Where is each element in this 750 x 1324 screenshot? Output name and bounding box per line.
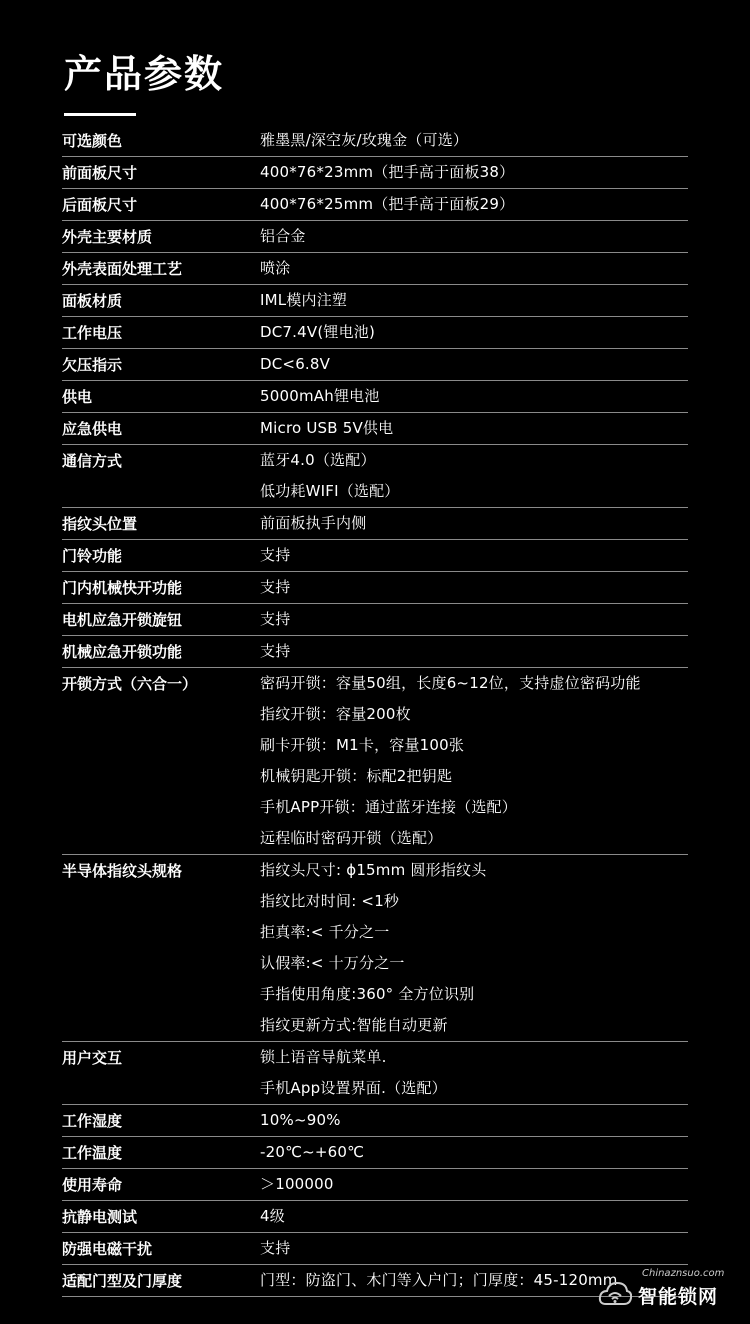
spec-label: 前面板尺寸 [62, 164, 138, 182]
title-underline [64, 113, 136, 116]
spec-row [62, 381, 688, 413]
spec-row [62, 604, 688, 636]
spec-row [62, 125, 688, 157]
spec-value: 远程临时密码开锁（选配） [260, 829, 443, 847]
spec-row [62, 445, 688, 508]
spec-row [62, 508, 688, 540]
spec-value: 前面板执手内侧 [260, 514, 367, 532]
spec-value: 密码开锁：容量50组，长度6~12位，支持虚位密码功能 [260, 674, 641, 692]
spec-value: 拒真率:< 千分之一 [260, 923, 390, 941]
spec-values [260, 381, 688, 412]
spec-values [260, 604, 688, 635]
spec-values [260, 668, 688, 854]
spec-values [260, 349, 688, 380]
spec-row [62, 413, 688, 445]
spec-row [62, 540, 688, 572]
page-title: 产品参数 [64, 52, 225, 96]
spec-values [260, 285, 688, 316]
spec-values [260, 317, 688, 348]
spec-value: 指纹更新方式:智能自动更新 [260, 1016, 448, 1034]
spec-value: DC<6.8V [260, 355, 331, 373]
spec-value: 铝合金 [260, 227, 306, 245]
spec-row [62, 349, 688, 381]
spec-label: 指纹头位置 [62, 515, 138, 533]
spec-label: 工作温度 [62, 1144, 123, 1162]
spec-values [260, 1169, 688, 1200]
spec-label: 外壳表面处理工艺 [62, 260, 183, 278]
spec-label: 工作湿度 [62, 1112, 123, 1130]
spec-value: 锁上语音导航菜单. [260, 1048, 387, 1066]
spec-values [260, 1042, 688, 1104]
spec-label: 抗静电测试 [62, 1208, 138, 1226]
spec-value: 支持 [260, 642, 291, 660]
spec-row [62, 221, 688, 253]
spec-value: 指纹开锁：容量200枚 [260, 705, 411, 723]
spec-value: DC7.4V(锂电池) [260, 323, 376, 341]
spec-value: 支持 [260, 610, 291, 628]
spec-value: 刷卡开锁：M1卡，容量100张 [260, 736, 465, 754]
spec-values [260, 445, 688, 507]
spec-value: 手指使用角度:360° 全方位识别 [260, 985, 475, 1003]
watermark-domain: Chinaznsuo.com [642, 1268, 725, 1279]
spec-row [62, 1233, 688, 1265]
spec-values [260, 1201, 688, 1232]
spec-value: 支持 [260, 1239, 291, 1257]
spec-label: 可选颜色 [62, 132, 123, 150]
spec-value: 手机APP开锁：通过蓝牙连接（选配） [260, 798, 517, 816]
spec-values [260, 413, 688, 444]
cloud-wifi-icon [598, 1278, 632, 1308]
spec-value: -20℃~+60℃ [260, 1143, 365, 1161]
spec-row [62, 572, 688, 604]
spec-values [260, 508, 688, 539]
spec-value: 门型：防盗门、木门等入户门；门厚度：45-120mm [260, 1271, 618, 1289]
spec-value: 400*76*25mm（把手高于面板29） [260, 195, 515, 213]
spec-row [62, 1201, 688, 1233]
spec-label: 面板材质 [62, 292, 123, 310]
spec-value: 400*76*23mm（把手高于面板38） [260, 163, 515, 181]
spec-row [62, 1169, 688, 1201]
spec-value: 指纹头尺寸: ϕ15mm 圆形指纹头 [260, 861, 487, 879]
spec-value: 蓝牙4.0（选配） [260, 451, 376, 469]
spec-label: 防强电磁干扰 [62, 1240, 153, 1258]
spec-row [62, 1137, 688, 1169]
spec-label: 应急供电 [62, 420, 123, 438]
spec-value: Micro USB 5V供电 [260, 419, 394, 437]
spec-label: 适配门型及门厚度 [62, 1272, 183, 1290]
spec-label: 欠压指示 [62, 356, 123, 374]
spec-row [62, 1265, 688, 1297]
spec-row [62, 285, 688, 317]
spec-values [260, 157, 688, 188]
spec-label: 后面板尺寸 [62, 196, 138, 214]
spec-values [260, 1105, 688, 1136]
spec-row [62, 668, 688, 855]
spec-row [62, 636, 688, 668]
spec-values [260, 1137, 688, 1168]
spec-row [62, 1105, 688, 1137]
spec-label: 供电 [62, 388, 93, 406]
spec-row [62, 253, 688, 285]
spec-values [260, 189, 688, 220]
watermark-text: 智能锁网 [638, 1286, 719, 1308]
spec-values [260, 572, 688, 603]
spec-value: ＞100000 [260, 1175, 334, 1193]
spec-label: 开锁方式（六合一） [62, 675, 198, 693]
spec-row [62, 1042, 688, 1105]
spec-row [62, 317, 688, 349]
spec-label: 电机应急开锁旋钮 [62, 611, 183, 629]
spec-label: 门铃功能 [62, 547, 123, 565]
spec-value: 认假率:< 十万分之一 [260, 954, 405, 972]
spec-row [62, 189, 688, 221]
spec-values [260, 540, 688, 571]
spec-value: 雅墨黑/深空灰/玫瑰金（可选） [260, 131, 469, 149]
spec-values [260, 125, 688, 156]
spec-values [260, 221, 688, 252]
spec-label: 机械应急开锁功能 [62, 643, 183, 661]
spec-label: 使用寿命 [62, 1176, 123, 1194]
spec-values [260, 636, 688, 667]
spec-value: 10%~90% [260, 1111, 341, 1129]
spec-value: IML模内注塑 [260, 291, 348, 309]
spec-value: 低功耗WIFI（选配） [260, 482, 400, 500]
watermark [598, 1268, 730, 1314]
spec-value: 支持 [260, 578, 291, 596]
spec-value: 支持 [260, 546, 291, 564]
spec-value: 喷涂 [260, 259, 291, 277]
spec-row [62, 855, 688, 1042]
spec-value: 4级 [260, 1207, 285, 1225]
spec-values [260, 253, 688, 284]
spec-values [260, 855, 688, 1041]
spec-values [260, 1233, 688, 1264]
spec-value: 5000mAh锂电池 [260, 387, 380, 405]
spec-label: 通信方式 [62, 452, 123, 470]
spec-label: 门内机械快开功能 [62, 579, 183, 597]
spec-label: 工作电压 [62, 324, 123, 342]
spec-value: 手机App设置界面.（选配） [260, 1079, 447, 1097]
spec-value: 机械钥匙开锁：标配2把钥匙 [260, 767, 453, 785]
spec-label: 半导体指纹头规格 [62, 862, 183, 880]
spec-table [62, 125, 688, 1297]
spec-label: 外壳主要材质 [62, 228, 153, 246]
spec-value: 指纹比对时间: <1秒 [260, 892, 400, 910]
spec-row [62, 157, 688, 189]
spec-label: 用户交互 [62, 1049, 123, 1067]
